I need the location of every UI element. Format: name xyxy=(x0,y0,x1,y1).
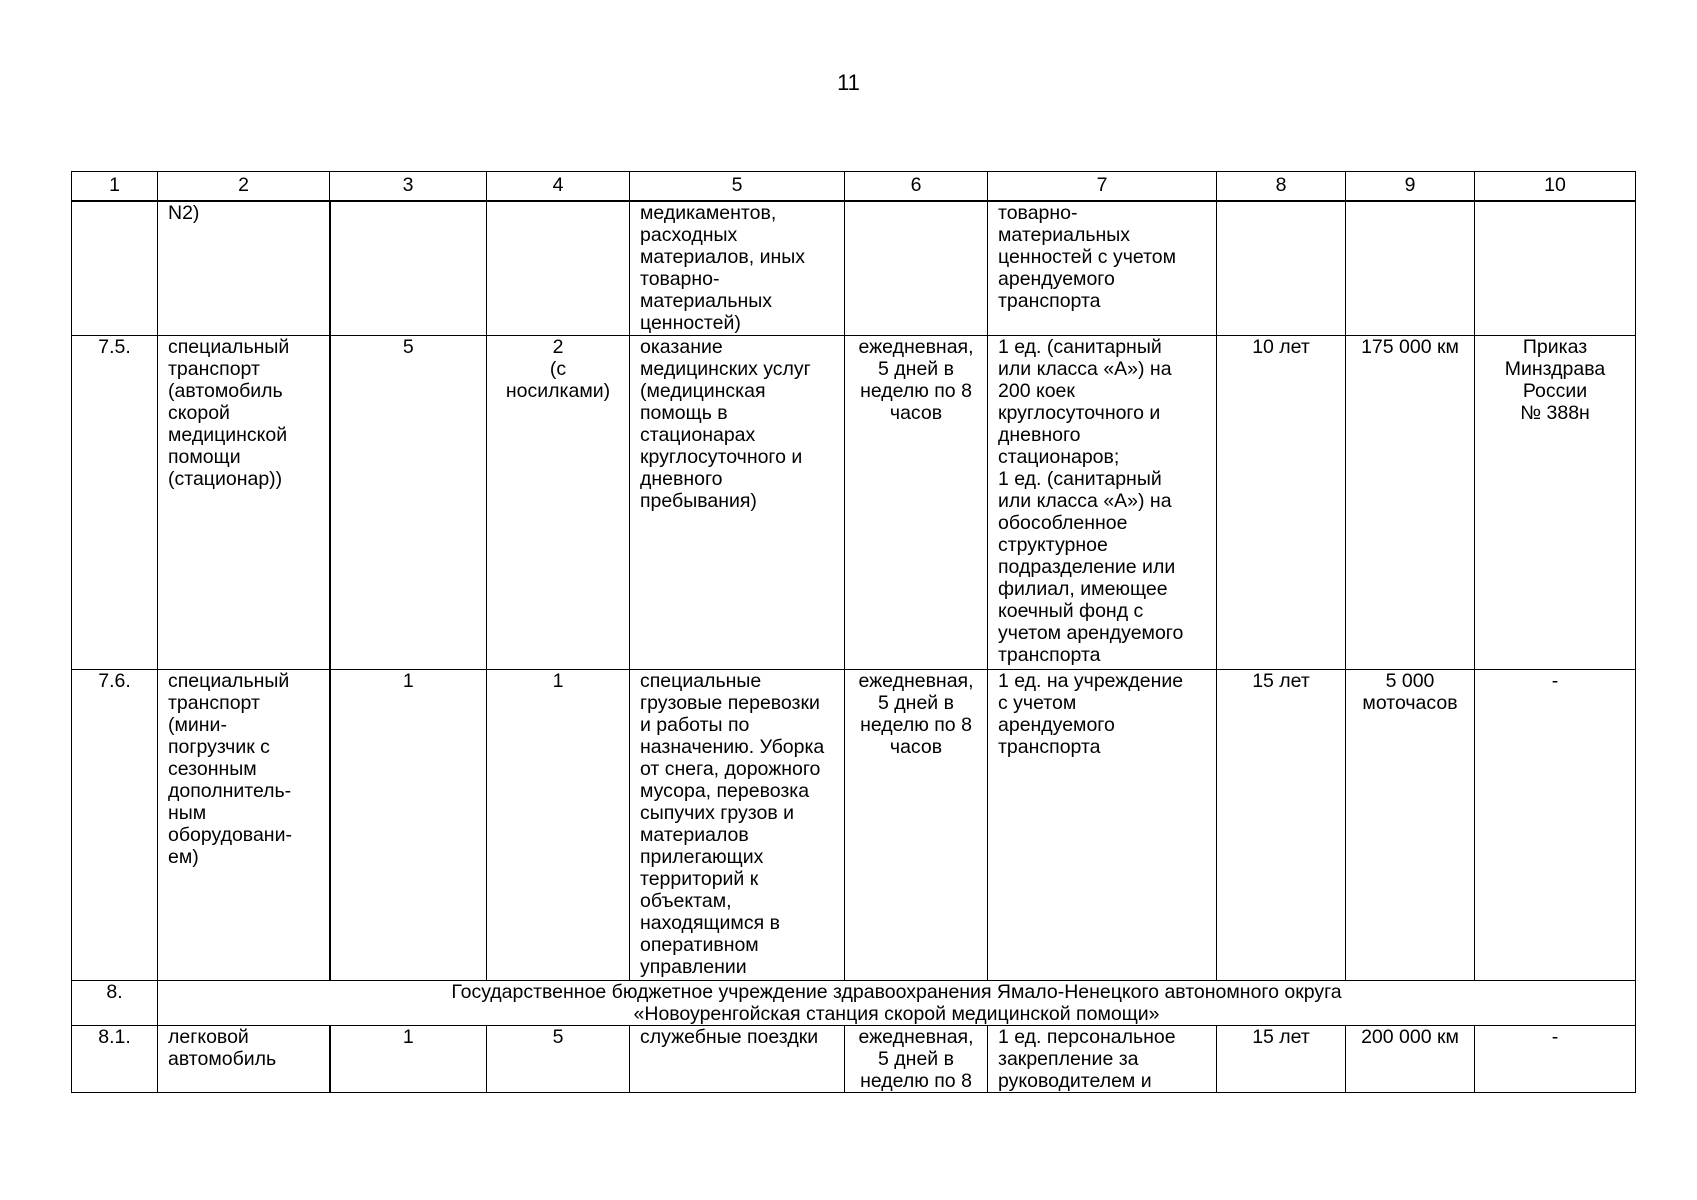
cell-mileage: 175 000 км xyxy=(1346,336,1475,670)
cell-purpose: служебные поездки xyxy=(630,1026,845,1093)
cell-mileage xyxy=(1346,201,1475,336)
cell-mileage: 5 000 моточасов xyxy=(1346,670,1475,981)
header-cell: 2 xyxy=(158,172,330,202)
cell-purpose: оказание медицинских услуг (медицинская помощь в стационарах круглосуточного и дневного пребывания) xyxy=(630,336,845,670)
header-cell: 10 xyxy=(1475,172,1636,202)
cell-quantity xyxy=(330,201,487,336)
cell-number: 8.1. xyxy=(72,1026,158,1093)
header-cell: 6 xyxy=(845,172,988,202)
cell-seats: 5 xyxy=(487,1026,630,1093)
header-cell: 1 xyxy=(72,172,158,202)
header-cell: 3 xyxy=(330,172,487,202)
cell-service-life: 15 лет xyxy=(1217,1026,1346,1093)
cell-norm: 1 ед. персональное закрепление за руководителем и xyxy=(988,1026,1217,1093)
header-cell: 7 xyxy=(988,172,1217,202)
header-cell: 5 xyxy=(630,172,845,202)
cell-basis: - xyxy=(1475,670,1636,981)
cell-schedule: ежедневная, 5 дней в неделю по 8 часов xyxy=(845,670,988,981)
cell-basis: Приказ Минздрава России № 388н xyxy=(1475,336,1636,670)
cell-service-life: 10 лет xyxy=(1217,336,1346,670)
transport-norms-table xyxy=(71,171,1636,1093)
cell-seats: 1 xyxy=(487,670,630,981)
cell-number: 7.6. xyxy=(72,670,158,981)
table-row xyxy=(72,670,1636,981)
cell-norm: 1 ед. (санитарный или класса «А») на 200 коек круглосуточного и дневного стационаров; 1 ед. (санитарный или класса «А») на обособленное структурное подразделение или филиал, имеющее коечный фонд с учетом арендуемого транспорта xyxy=(988,336,1217,670)
header-cell: 9 xyxy=(1346,172,1475,202)
cell-number: 7.5. xyxy=(72,336,158,670)
cell-quantity: 5 xyxy=(330,336,487,670)
cell-vehicle-type: N2) xyxy=(158,201,330,336)
section-title: Государственное бюджетное учреждение здравоохранения Ямало-Ненецкого автономного округа «Новоуренгойская станция скорой медицинской помощи» xyxy=(158,981,1636,1026)
page-number: 11 xyxy=(837,70,860,95)
table-header-row xyxy=(72,172,1636,202)
cell-quantity: 1 xyxy=(330,670,487,981)
cell-vehicle-type: легковой автомобиль xyxy=(158,1026,330,1093)
section-row xyxy=(72,981,1636,1026)
section-number: 8. xyxy=(72,981,158,1026)
cell-vehicle-type: специальный транспорт (мини- погрузчик с сезонным дополнитель- ным оборудовани- ем) xyxy=(158,670,330,981)
table-row xyxy=(72,201,1636,336)
cell-service-life xyxy=(1217,201,1346,336)
cell-basis: - xyxy=(1475,1026,1636,1093)
cell-number xyxy=(72,201,158,336)
cell-schedule: ежедневная, 5 дней в неделю по 8 часов xyxy=(845,336,988,670)
cell-seats xyxy=(487,201,630,336)
cell-norm: 1 ед. на учреждение с учетом арендуемого транспорта xyxy=(988,670,1217,981)
cell-purpose: специальные грузовые перевозки и работы по назначению. Уборка от снега, дорожного мусора, перевозка сыпучих грузов и материалов прилегающих территорий к объектам, находящимся в оперативном управлении xyxy=(630,670,845,981)
header-cell: 8 xyxy=(1217,172,1346,202)
cell-vehicle-type: специальный транспорт (автомобиль скорой медицинской помощи (стационар)) xyxy=(158,336,330,670)
header-cell: 4 xyxy=(487,172,630,202)
cell-mileage: 200 000 км xyxy=(1346,1026,1475,1093)
cell-norm: товарно- материальных ценностей с учетом арендуемого транспорта xyxy=(988,201,1217,336)
cell-purpose: медикаментов, расходных материалов, иных товарно- материальных ценностей) xyxy=(630,201,845,336)
table-row xyxy=(72,1026,1636,1093)
cell-quantity: 1 xyxy=(330,1026,487,1093)
cell-schedule: ежедневная, 5 дней в неделю по 8 xyxy=(845,1026,988,1093)
cell-service-life: 15 лет xyxy=(1217,670,1346,981)
cell-seats: 2 (с носилками) xyxy=(487,336,630,670)
table-row xyxy=(72,336,1636,670)
cell-schedule xyxy=(845,201,988,336)
cell-basis xyxy=(1475,201,1636,336)
